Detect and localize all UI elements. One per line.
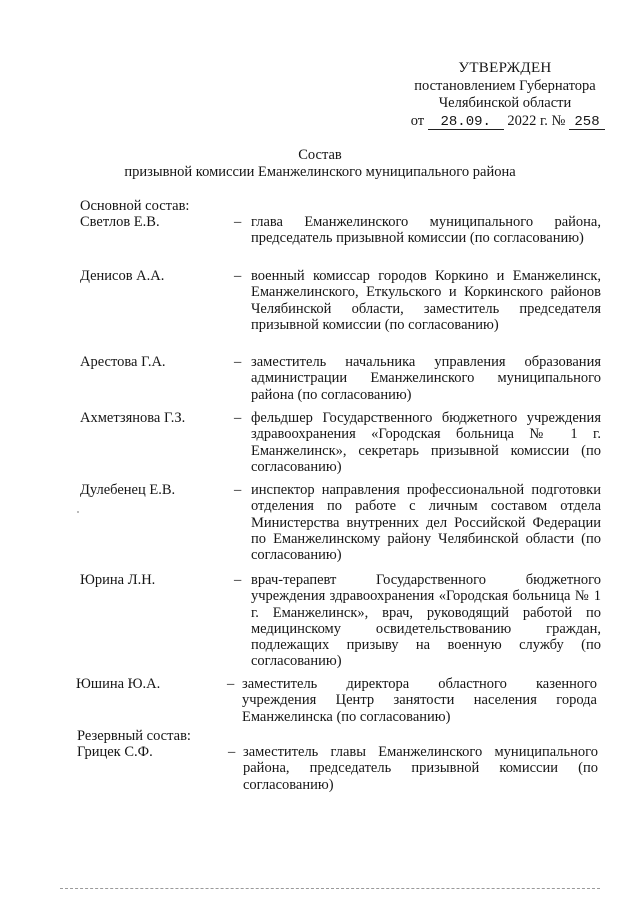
member-name: Денисов А.А. — [80, 268, 165, 284]
approval-line-decree: постановлением Губернатора — [414, 77, 596, 94]
member-position: заместитель директора областного казенного учреждения Центр занятости населения города Еманжелинска (по согласованию) — [242, 676, 597, 725]
approval-date-line — [405, 113, 605, 131]
decree-year-label: 2022 г. № — [507, 112, 566, 129]
document-title — [40, 147, 600, 181]
page-bottom-rule — [60, 888, 600, 889]
member-position: глава Еманжелинского муниципального района, председатель призывной комиссии (по согласованию) — [251, 214, 601, 247]
member-position: инспектор направления профессиональной подготовки отделения по работе с личным составом отдела Министерства внутренних дел Российской Федерации по Еманжелинскому району Челябинской области (по согласованию) — [251, 482, 601, 564]
member-position: врач-терапевт Государственного бюджетного учреждения здравоохранения «Городская больница № 1 г. Еманжелинск», врач, руководящий работой по медицинскому освидетельствованию граждан, подлежащих призыву на военную службу (по согласованию) — [251, 572, 601, 670]
dash: – — [234, 268, 242, 284]
decree-number: 258 — [569, 115, 605, 130]
member-name: Арестова Г.А. — [80, 354, 166, 370]
decree-date: 28.09. — [428, 115, 504, 130]
title-line-2: призывной комиссии Еманжелинского муниципального района — [124, 164, 516, 180]
member-position: фельдшер Государственного бюджетного учреждения здравоохранения «Городская больница № 1 г. Еманжелинск», секретарь призывной комиссии (по согласованию) — [251, 410, 601, 475]
member-name: Светлов Е.В. — [80, 214, 160, 230]
member-position: заместитель главы Еманжелинского муниципального района, председатель призывной комиссии (по согласованию) — [243, 744, 598, 793]
member-position: военный комиссар городов Коркино и Еманжелинск, Еманжелинского, Еткульского и Коркинского районов Челябинской области, заместитель председателя призывной комиссии (по согласованию) — [251, 268, 601, 333]
dash: – — [234, 572, 242, 588]
approval-line-region: Челябинской области — [438, 95, 572, 111]
member-position: заместитель начальника управления образования администрации Еманжелинского муниципального района (по согласованию) — [251, 354, 601, 403]
approval-block — [405, 60, 605, 130]
member-name: Грицек С.Ф. — [77, 744, 153, 760]
dash: – — [234, 214, 242, 230]
dash: – — [234, 354, 242, 370]
title-line-1: Состав — [298, 147, 342, 163]
scan-speck — [77, 511, 79, 513]
member-name: Дулебенец Е.В. — [80, 482, 176, 498]
date-prefix: от — [410, 112, 425, 129]
dash: – — [227, 676, 235, 692]
dash: – — [234, 410, 242, 426]
dash: – — [228, 744, 236, 760]
reserve-section-label: Резервный состав: — [77, 728, 191, 744]
member-name: Ахметзянова Г.З. — [80, 410, 186, 426]
approval-heading: УТВЕРЖДЕН — [458, 60, 552, 76]
member-name: Юрина Л.Н. — [80, 572, 156, 588]
member-name: Юшина Ю.А. — [76, 676, 161, 692]
dash: – — [234, 482, 242, 498]
main-section-label: Основной состав: — [80, 198, 190, 214]
